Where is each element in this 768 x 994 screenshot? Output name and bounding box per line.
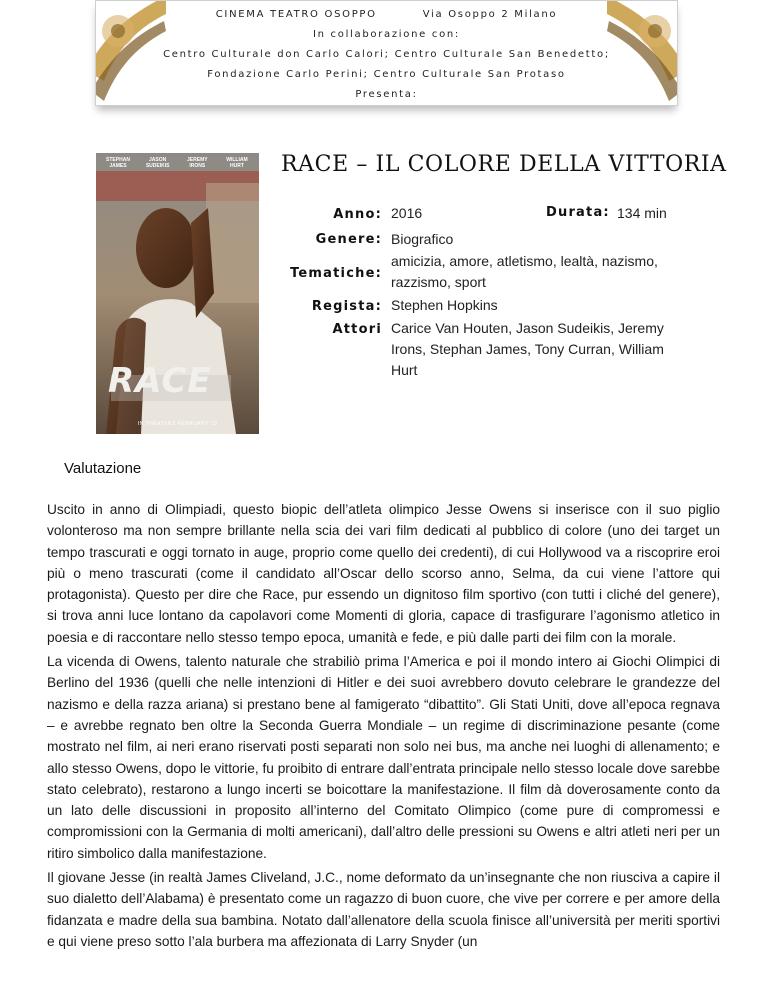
movie-poster <box>96 153 259 434</box>
actors-value: Carice Van Houten, Jason Sudeikis, Jeremy Irons, Stephan James, Tony Curran, William Hurt <box>391 320 664 378</box>
genre-value: Biografico <box>391 231 454 247</box>
poster-actor-name: STEPHAN JAMES <box>106 157 130 169</box>
poster-release-date: IN THEATERS FEBRUARY 19 <box>137 421 218 427</box>
themes-label: Tematiche: <box>290 266 382 281</box>
section-heading: Valutazione <box>64 460 142 477</box>
poster-actor-name: JEREMY IRONS <box>187 157 208 169</box>
review-text <box>47 499 720 955</box>
genre-label: Genere: <box>315 232 382 247</box>
duration-label: Durata: <box>546 205 610 220</box>
poster-actor-name: WILLIAM HURT <box>226 157 248 169</box>
review-paragraph: La vicenda di Owens, talento naturale che strabiliò prima l’America e poi il mondo intero ai Giochi Olimpici di Berlino del 1936 (quelli che nelle intenzioni di Hitler e dei suoi avrebbero dovuto celebrare le grandezze del nazismo e della razza ariana) si prestano bene al famigerato “dibattito”. Gli Stati Uniti, dove all’epoca regnava – e avrebbe regnato ben oltre la Seconda Guerra Mondiale – un regime di discriminazione pesante (come mostrato nel film, ai neri erano riservati posti separati non solo nei bus, ma anche nei luoghi di allenamento; e allo stesso Owens, dopo le vittorie, fu proibito di entrare dall’entrata principale nello stesso locale dove sarebbe stato celebrato), restarono a lungo incerti se boicottare la manifestazione. Il film dà doverosamente conto da un lato delle discussioni in proposito all’interno del Comitato Olimpico (come pure di compromessi e compromissioni con la Germania di molti americani), dall’altro delle pressioni su Owens e altri atleti neri per un ritiro simbolico dalla manifestazione. <box>47 654 720 861</box>
review-paragraph: Il giovane Jesse (in realtà James Cliveland, J.C., nome deformato da un’insegnante che non riusciva a capire il suo dialetto dell’Alabama) è presentato come un ragazzo di buon cuore, che vive per correre e per amore della fidanzata e madre della sua bambina. Notato dall’allenatore della scuola finisce all’università per meriti sportivi e qui viene preso sotto l’ala burbera ma affezionata di Larry Snyder (un <box>47 870 720 949</box>
movie-title: RACE – IL COLORE DELLA VITTORIA <box>281 152 727 177</box>
cinema-name: CINEMA TEATRO OSOPPO <box>215 9 377 20</box>
actors-label: Attori <box>332 322 382 337</box>
duration-value: 134 min <box>617 205 667 221</box>
themes-value: amicizia, amore, atletismo, lealtà, nazismo, razzismo, sport <box>391 253 658 290</box>
year-label: Anno: <box>333 207 382 222</box>
cinema-address: Via Osoppo 2 Milano <box>422 9 558 20</box>
presents-line: Presenta: <box>355 89 418 100</box>
header-banner <box>95 0 678 106</box>
partners-line-2: Fondazione Carlo Perini; Centro Culturale San Protaso <box>207 69 566 80</box>
partners-line-1: Centro Culturale don Carlo Calori; Centro Culturale San Benedetto; <box>163 49 610 60</box>
year-value: 2016 <box>391 205 423 221</box>
collaboration-line: In collaborazione con: <box>312 29 460 40</box>
director-label: Regista: <box>311 299 382 314</box>
poster-title: RACE <box>108 361 212 401</box>
director-value: Stephen Hopkins <box>391 297 498 313</box>
header-text <box>96 5 677 105</box>
review-paragraph: Uscito in anno di Olimpiadi, questo biopic dell’atleta olimpico Jesse Owens si inserisce con il suo piglio volonteroso ma non sempre brillante nella scia dei vari film dedicati al pubblico di colore (uno dei target un tempo trascurati e oggi tornato in auge, proprio come quello dei credenti), di cui Hollywood va a riscoprire eroi più o meno trascurati (come il candidato all’Oscar dello scorso anno, Selma, da cui viene l’attore qui protagonista). Questo per dire che Race, pur essendo un dignitoso film sportivo (con tutti i cliché del genere), si trova anni luce lontano da capolavori come Momenti di gloria, capace di trasfigurare l’agonismo atletico in poesia e di raccontare nello stesso tempo epoca, umanità e fede, e più dalle parti dei film con la morale. <box>47 502 720 645</box>
poster-actors <box>100 157 255 169</box>
poster-actor-name: JASON SUDEIKIS <box>145 157 170 169</box>
